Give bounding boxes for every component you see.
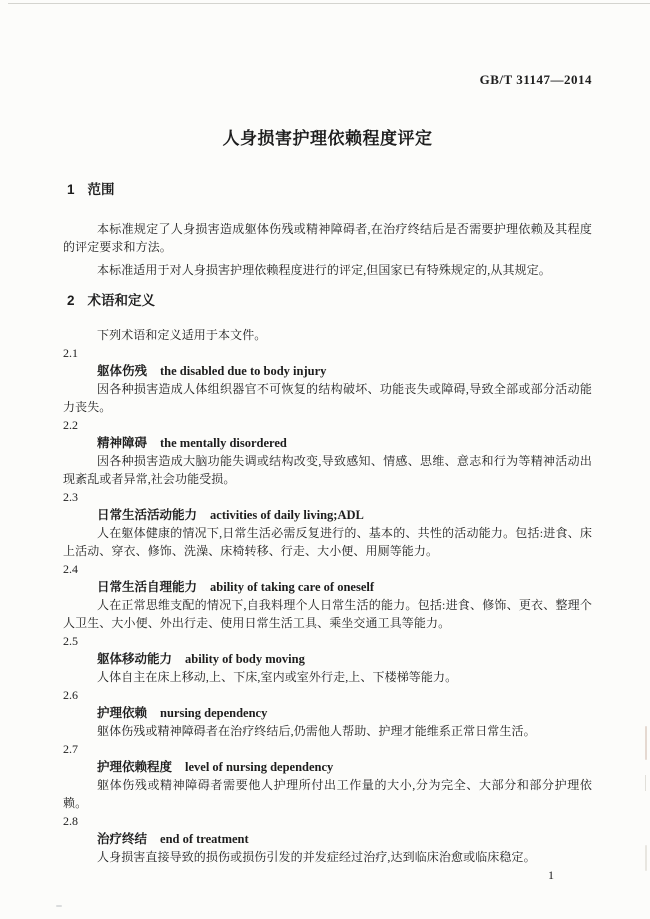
- document-title: 人身损害护理依赖程度评定: [222, 129, 433, 148]
- term-number: 2.6: [63, 688, 78, 702]
- term-number: 2.5: [63, 634, 78, 648]
- scan-artifact-speck: [56, 905, 62, 907]
- term-name-en: activities of daily living;ADL: [210, 508, 364, 522]
- term-number: 2.2: [63, 418, 78, 432]
- term-entry: [63, 488, 592, 560]
- term-heading: [97, 578, 592, 596]
- terms-intro: 下列术语和定义适用于本文件。: [97, 328, 267, 342]
- term-heading: [97, 506, 592, 524]
- section-2-title: 术语和定义: [87, 293, 156, 308]
- term-definition: 躯体伤残或精神障碍者在治疗终结后,仍需他人帮助、护理才能维系正常日常生活。: [97, 724, 536, 738]
- term-number: 2.4: [63, 562, 78, 576]
- term-heading: [97, 758, 592, 776]
- term-name-zh: 日常生活自理能力: [97, 580, 198, 594]
- term-definition: 人体自主在床上移动,上、下床,室内或室外行走,上、下楼梯等能力。: [97, 670, 458, 684]
- section-2-heading: [67, 292, 592, 310]
- scope-paragraph: 本标准规定了人身损害造成躯体伤残或精神障碍者,在治疗终结后是否需要护理依赖及其程度的评定要求和方法。: [63, 222, 592, 254]
- section-1-heading: [67, 181, 592, 199]
- page-number: 1: [548, 868, 554, 882]
- page-content: [63, 0, 592, 884]
- term-name-zh: 治疗终结: [97, 832, 148, 846]
- term-name-en: ability of taking care of oneself: [210, 580, 375, 594]
- section-1-number: 1: [67, 182, 75, 197]
- term-entry: [63, 632, 592, 686]
- term-definition: 人在正常思维支配的情况下,自我料理个人日常生活的能力。包括:进食、修饰、更衣、整理个人卫生、大小便、外出行走、使用日常生活工具、乘坐交通工具等能力。: [63, 598, 592, 630]
- term-heading: [97, 830, 592, 848]
- term-name-zh: 护理依赖: [97, 706, 148, 720]
- term-heading: [97, 434, 592, 452]
- scan-artifact-right-edge: [645, 775, 646, 791]
- term-entry: [63, 740, 592, 812]
- scan-artifact-right-edge: [645, 845, 647, 871]
- term-name-en: the mentally disordered: [160, 436, 287, 450]
- scan-artifact-right-edge: [645, 726, 647, 760]
- term-name-en: ability of body moving: [185, 652, 305, 666]
- term-number: 2.7: [63, 742, 78, 756]
- scope-paragraph: 本标准适用于对人身损害护理依赖程度进行的评定,但国家已有特殊规定的,从其规定。: [97, 263, 551, 277]
- term-heading: [97, 362, 592, 380]
- term-number: 2.1: [63, 346, 78, 360]
- term-entry: [63, 812, 592, 866]
- term-entry: [63, 344, 592, 416]
- term-name-zh: 护理依赖程度: [97, 760, 173, 774]
- term-name-zh: 躯体移动能力: [97, 652, 173, 666]
- section-1-title: 范围: [87, 182, 115, 197]
- term-definition: 因各种损害造成大脑功能失调或结构改变,导致感知、情感、思维、意志和行为等精神活动出现紊乱或者异常,社会功能受损。: [63, 454, 592, 486]
- section-2-number: 2: [67, 293, 75, 308]
- term-entry: [63, 416, 592, 488]
- term-name-en: end of treatment: [160, 832, 249, 846]
- term-number: 2.3: [63, 490, 78, 504]
- term-name-zh: 躯体伤残: [97, 364, 148, 378]
- term-entry: [63, 560, 592, 632]
- term-name-en: nursing dependency: [160, 706, 268, 720]
- term-heading: [97, 650, 592, 668]
- term-definition: 人身损害直接导致的损伤或损伤引发的并发症经过治疗,达到临床治愈或临床稳定。: [97, 850, 536, 864]
- term-name-en: the disabled due to body injury: [160, 364, 327, 378]
- term-heading: [97, 704, 592, 722]
- terms-list: [63, 344, 592, 866]
- term-definition: 因各种损害造成人体组织器官不可恢复的结构破坏、功能丧失或障碍,导致全部或部分活动能力丧失。: [63, 382, 592, 414]
- term-entry: [63, 686, 592, 740]
- term-definition: 躯体伤残或精神障碍者需要他人护理所付出工作量的大小,分为完全、大部分和部分护理依赖。: [63, 778, 592, 810]
- term-name-zh: 日常生活活动能力: [97, 508, 198, 522]
- standard-code: GB/T 31147—2014: [479, 72, 592, 87]
- term-name-en: level of nursing dependency: [185, 760, 334, 774]
- term-definition: 人在躯体健康的情况下,日常生活必需反复进行的、基本的、共性的活动能力。包括:进食、床上活动、穿衣、修饰、洗澡、床椅转移、行走、大小便、用厕等能力。: [63, 526, 592, 558]
- term-name-zh: 精神障碍: [97, 436, 148, 450]
- term-number: 2.8: [63, 814, 78, 828]
